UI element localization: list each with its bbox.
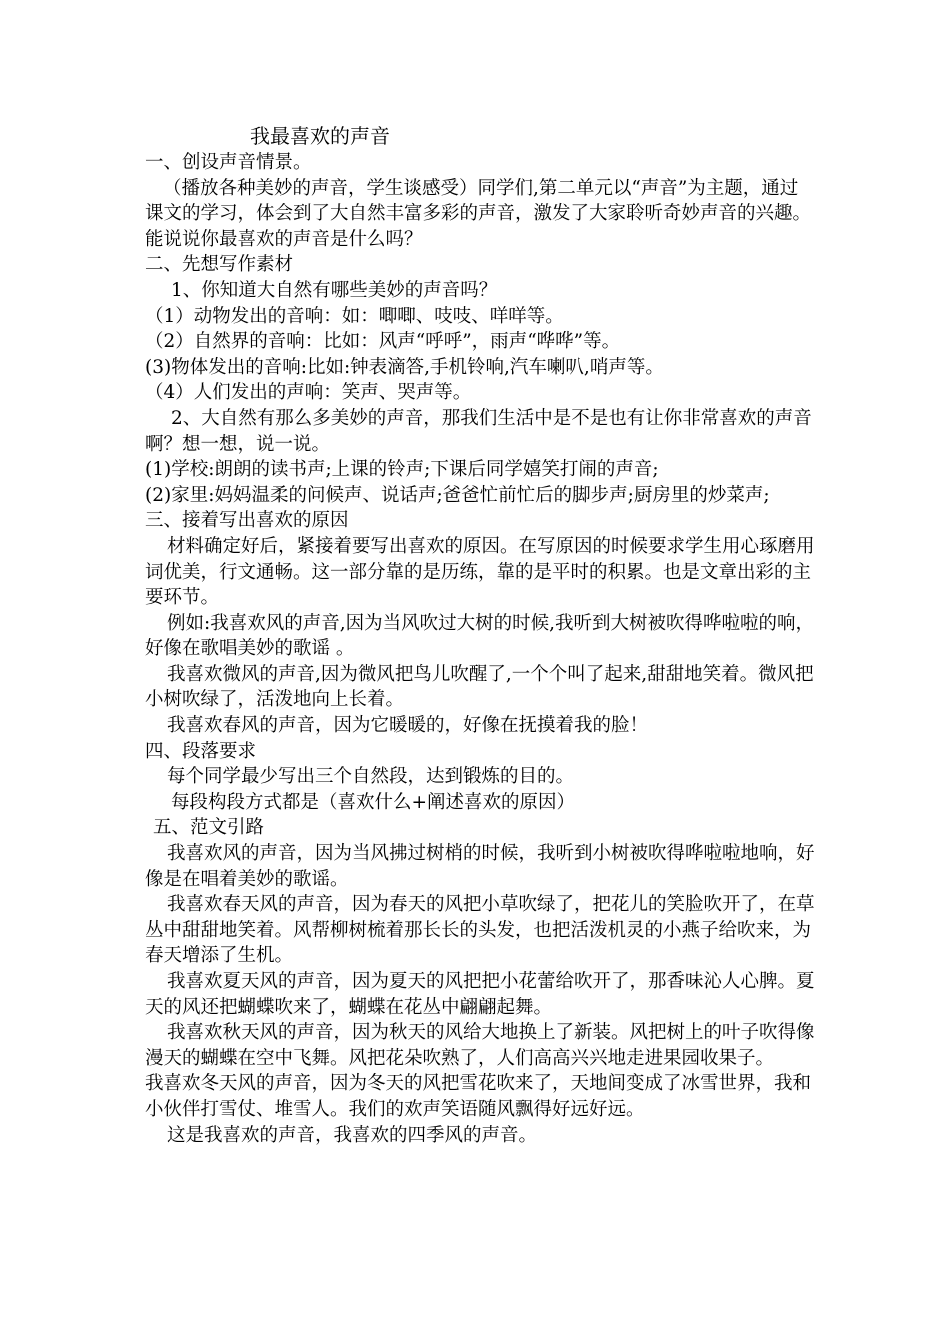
question-1: 1、你知道大自然有哪些美妙的声音吗？ xyxy=(171,279,498,301)
paragraph-sample-autumn: 我喜欢秋天风的声音，因为秋天的风给大地换上了新装。风把树上的叶子吹得像漫天的蝴蝶在空中飞舞。风把花朵吹熟了，人们高高兴兴地走进果园收果子。 xyxy=(145,1022,815,1069)
paragraph-intro: （播放各种美妙的声音，学生谈感受）同学们,第二单元以“声音”为主题，通过课文的学习，体会到了大自然丰富多彩的声音，激发了大家聆听奇妙声音的兴趣。能说说你最喜欢的声音是什么吗？ xyxy=(145,177,812,250)
paragraph-sample-spring: 我喜欢春天风的声音，因为春天的风把小草吹绿了，把花儿的笑脸吹开了，在草丛中甜甜地笑着。风帮柳树梳着那长长的头发，也把活泼机灵的小燕子给吹来，为春天增添了生机。 xyxy=(145,894,815,967)
section-heading-4: 四、段落要求 xyxy=(145,740,257,762)
section-heading-3: 三、接着写出喜欢的原因 xyxy=(145,510,349,532)
paragraph-conclusion: 这是我喜欢的声音，我喜欢的四季风的声音。 xyxy=(167,1124,538,1146)
paragraph-requirement-2: 每段构段方式都是（喜欢什么+阐述喜欢的原因） xyxy=(171,791,576,813)
paragraph-requirement-1: 每个同学最少写出三个自然段，达到锻炼的目的。 xyxy=(167,766,575,788)
paragraph-reasons: 材料确定好后，紧接着要写出喜欢的原因。在写原因的时候要求学生用心琢磨用词优美，行文通畅。这一部分靠的是历练，靠的是平时的积累。也是文章出彩的主要环节。 xyxy=(145,535,815,609)
section-heading-1: 一、创设声音情景。 xyxy=(145,152,312,173)
document-body xyxy=(145,150,815,1148)
document-title: 我最喜欢的声音 xyxy=(250,124,390,148)
section-heading-5: 五、范文引路 xyxy=(153,817,265,839)
paragraph-sample-summer: 我喜欢夏天风的声音，因为夏天的风把把小花蕾给吹开了，那香味沁人心脾。夏天的风还把蝴蝶吹来了，蝴蝶在花丛中翩翩起舞。 xyxy=(145,971,815,1018)
paragraph-example-breeze: 我喜欢微风的声音,因为微风把鸟儿吹醒了,一个个叫了起来,甜甜地笑着。微风把小树吹绿了，活泼地向上长着。 xyxy=(145,663,814,711)
list-item-nature-sounds: （2）自然界的音响：比如：风声“呼呼”，雨声“哗哗”等。 xyxy=(145,331,621,353)
list-item-home: (2)家里:妈妈温柔的问候声、说话声;爸爸忙前忙后的脚步声;厨房里的炒菜声; xyxy=(145,484,770,506)
paragraph-example-spring-wind: 我喜欢春风的声音，因为它暖暖的，好像在抚摸着我的脸！ xyxy=(167,715,649,737)
section-heading-2: 二、先想写作素材 xyxy=(145,254,294,276)
list-item-human-sounds: （4）人们发出的声响：笑声、哭声等。 xyxy=(145,382,472,404)
question-2: 2、大自然有那么多美妙的声音，那我们生活中是不是也有让你非常喜欢的声音啊？想一想，说一说。 xyxy=(145,407,812,455)
paragraph-sample-winter: 我喜欢冬天风的声音，因为冬天的风把雪花吹来了，天地间变成了冰雪世界，我和小伙伴打雪仗、堆雪人。我们的欢声笑语随风飘得好远好远。 xyxy=(145,1073,812,1120)
list-item-school: (1)学校:朗朗的读书声;上课的铃声;下课后同学嬉笑打闹的声音; xyxy=(145,459,659,481)
paragraph-example-wind: 例如:我喜欢风的声音,因为当风吹过大树的时候,我听到大树被吹得哗啦啦的响，好像在歌唱美妙的歌谣 。 xyxy=(145,612,814,660)
list-item-animal-sounds: （1）动物发出的音响：如：唧唧、吱吱、咩咩等。 xyxy=(145,305,564,327)
list-item-object-sounds: (3)物体发出的音响:比如:钟表滴答,手机铃响,汽车喇叭,哨声等。 xyxy=(145,356,664,378)
paragraph-sample-wind: 我喜欢风的声音，因为当风拂过树梢的时候，我听到小树被吹得哗啦啦地响，好像是在唱着美妙的歌谣。 xyxy=(145,843,815,890)
